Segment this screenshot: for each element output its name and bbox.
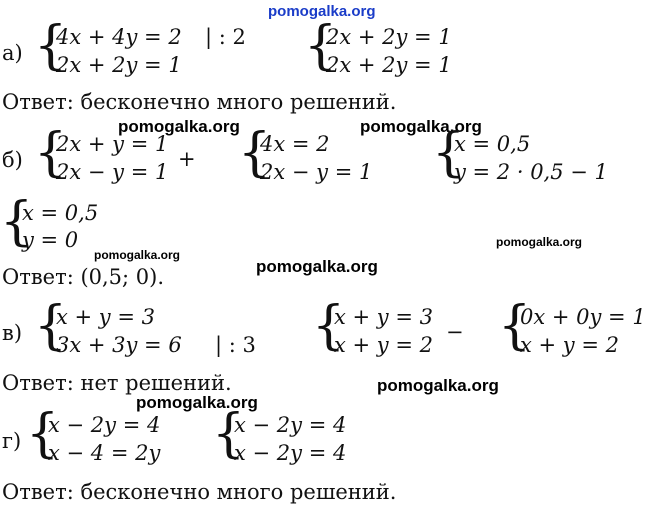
part-b-sys3-eq1: x = 0,5: [454, 132, 531, 156]
brace: {: [0, 192, 34, 252]
part-v-label: в): [2, 321, 23, 345]
part-g-sys1-eq1: x − 2y = 4: [48, 413, 161, 437]
part-v-sys3-eq1: 0x + 0y = 1: [520, 305, 646, 329]
brace: {: [238, 123, 272, 183]
part-v-sys1-eq2: 3x + 3y = 6: [56, 333, 182, 357]
part-v-sys1-eq1: x + y = 3: [56, 305, 155, 329]
part-v-sys3-eq2: x + y = 2: [520, 333, 619, 357]
part-v-divide-note: | : 3: [215, 333, 256, 357]
part-a-label: а): [2, 41, 23, 65]
part-v-sys2-eq1: x + y = 3: [334, 305, 433, 329]
watermark: pomogalka.org: [136, 393, 258, 412]
part-b-sys2-eq2: 2x − y = 1: [260, 160, 373, 184]
part-a-answer: Ответ: бесконечно много решений.: [2, 90, 397, 114]
brace: {: [304, 16, 338, 76]
brace: {: [34, 16, 68, 76]
brace: {: [212, 404, 246, 464]
part-b-label: б): [2, 148, 23, 172]
part-b-sys4-eq1: x = 0,5: [22, 201, 99, 225]
part-a-sys1-eq2: 2x + 2y = 1: [56, 53, 182, 77]
brace: {: [34, 296, 68, 356]
brace: {: [312, 296, 346, 356]
part-b-sys2-eq1: 4x = 2: [260, 132, 330, 156]
brace: {: [432, 123, 466, 183]
part-g-label: г): [2, 429, 22, 453]
watermark: pomogalka.org: [377, 376, 499, 395]
part-b-sys1-eq1: 2x + y = 1: [56, 132, 169, 156]
part-b-sys3-eq2: y = 2 · 0,5 − 1: [454, 160, 608, 184]
part-b-answer: Ответ: (0,5; 0).: [2, 265, 165, 289]
part-v-sys2-eq2: x + y = 2: [334, 333, 433, 357]
part-g-answer: Ответ: бесконечно много решений.: [2, 480, 397, 504]
part-g-sys2-eq2: x − 2y = 4: [234, 441, 347, 465]
part-v-answer: Ответ: нет решений.: [2, 371, 232, 395]
watermark: pomogalka.org: [496, 235, 583, 249]
part-a-sys2-eq1: 2x + 2y = 1: [326, 25, 452, 49]
watermark: pomogalka.org: [118, 117, 240, 136]
part-g-sys1-eq2: x − 4 = 2y: [48, 441, 161, 465]
part-a-sys2-eq2: 2x + 2y = 1: [326, 53, 452, 77]
watermark-top: pomogalka.org: [268, 3, 376, 20]
watermark: pomogalka.org: [360, 117, 482, 136]
watermark: pomogalka.org: [94, 248, 181, 262]
brace: {: [34, 123, 68, 183]
part-a-sys1-eq1: 4x + 4y = 2: [56, 25, 182, 49]
part-a-divide-note: | : 2: [205, 25, 246, 49]
plus-operator: +: [178, 147, 196, 171]
brace: {: [498, 296, 532, 356]
minus-operator: −: [446, 320, 464, 344]
part-b-sys4-eq2: y = 0: [22, 228, 79, 252]
watermark: pomogalka.org: [256, 257, 378, 276]
part-b-sys1-eq2: 2x − y = 1: [56, 160, 169, 184]
part-g-sys2-eq1: x − 2y = 4: [234, 413, 347, 437]
brace: {: [26, 404, 60, 464]
